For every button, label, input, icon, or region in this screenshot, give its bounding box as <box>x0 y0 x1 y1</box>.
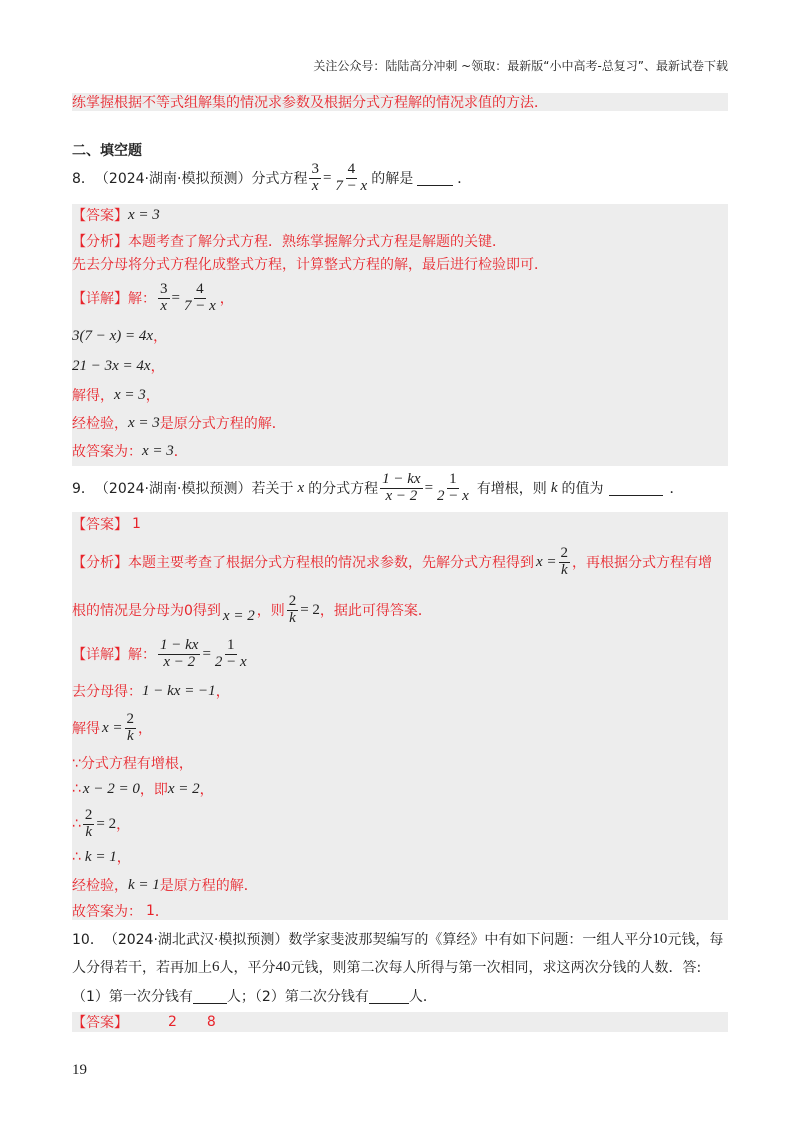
q9-answer <box>72 513 141 535</box>
q8-detail-equation: $\frac{3}{x}$ = $\frac{4}{7 - x}$ <box>160 280 216 314</box>
q9-var-x: x <box>297 479 305 496</box>
q8-answer-tag: 【答案】 <box>72 208 128 224</box>
q8-answer-value: x = 3 <box>128 206 160 223</box>
q8-frac-left: $\frac{3}{x}$ <box>311 160 319 194</box>
q8-step-4: 经检验， x = 3 是原分式方程的解． <box>72 414 286 432</box>
q10-blank-1 <box>193 989 227 1004</box>
page-number: 19 <box>72 1062 87 1078</box>
q9-analysis-frac: $\frac{2}{k}$ <box>560 544 569 578</box>
q9-final: 故答案为： 1 ． <box>72 903 169 920</box>
q8-frac-right: $\frac{4}{7 - x}$ <box>335 160 368 194</box>
q9-frac-left: $\frac{1 - kx}{x - 2}$ <box>382 470 421 504</box>
q10-blank-2 <box>369 989 409 1004</box>
q8-analysis-1 <box>72 230 506 252</box>
q9-number: 9． <box>72 481 95 497</box>
q9-answer-tag: 【答案】 <box>72 517 128 533</box>
q8-stem <box>72 160 471 196</box>
q9-stem: 9． （2024·湖南·模拟预测） 若关于 x 的分式方程 $\frac{1 - kx}{x - 2}$ = $\frac{1}{2 - x}$ 有增根，则 k 的值为 ． <box>72 470 684 504</box>
q9-var-k: k <box>550 479 558 496</box>
q10-answer <box>72 1012 216 1032</box>
q9-step-1-math: 1 − kx = −1 <box>142 682 216 699</box>
q8-analysis-2: 先去分母将分式方程化成整式方程，计算整式方程的解，最后进行检验即可． <box>72 257 548 273</box>
q8-step-2-math: 21 − 3x = 4x <box>72 357 151 374</box>
q9-step-7: 经检验， k = 1 是原方程的解． <box>72 876 258 894</box>
q9-step-6: ∴ k = 1 ， <box>72 848 131 866</box>
q9-source: （2024·湖南·模拟预测） <box>94 481 252 497</box>
q9-detail-tag: 【详解】 <box>72 647 128 663</box>
q9-analysis-1: 【分析】 本题主要考查了根据分式方程根的情况求参数，先解分式方程得到 x = $\frac{2}{k}$ ，再根据分式方程有增 <box>72 544 713 578</box>
q8-step-3-math: x = 3 <box>114 386 146 403</box>
q8-final-math: x = 3 <box>142 442 174 459</box>
q9-frac-right: $\frac{1}{2 - x}$ <box>437 470 469 504</box>
q9-answer-value: 1 <box>132 516 141 532</box>
q9-step-3: ∵分式方程有增根， <box>72 756 193 772</box>
q8-equals: = <box>322 169 332 186</box>
q10-stem-line-1: 10． （2024·湖北武汉·模拟预测） 数学家斐波那契编写的《算经》中有如下问题：一组人平分 10 元钱，每 <box>72 930 724 948</box>
q8-answer <box>72 204 160 226</box>
q9-detail-equation: $\frac{1 - kx}{x - 2}$ = $\frac{1}{2 - x}$ <box>160 636 247 670</box>
q8-answer-blank <box>417 171 453 186</box>
q9-final-value: 1 <box>146 903 155 919</box>
q10-number: 10． <box>72 932 104 948</box>
q9-analysis-frac-2: $\frac{2}{k}$ <box>288 592 297 626</box>
q8-analysis-tag: 【分析】 <box>72 234 128 250</box>
q8-detail-pre: 解： <box>128 291 156 307</box>
q8-final: 故答案为： x = 3 ． <box>72 442 188 460</box>
q9-analysis-2: 根的情况是分母为0得到 x = 2 ，则 $\frac{2}{k}$ = 2 ，据此可得答案． <box>72 592 432 626</box>
q9-step-4: ∴ x − 2 = 0 ，即 x = 2 ， <box>72 780 214 798</box>
q8-step-4-math: x = 3 <box>128 414 160 431</box>
q9-step-5: ∴ $\frac{2}{k}$ = 2 ， <box>72 806 131 840</box>
intro-text: 练掌握根据不等式组解集的情况求参数及根据分式方程解的情况求值的方法． <box>72 95 548 111</box>
q8-detail-tag: 【详解】 <box>72 291 128 307</box>
q8-stem-pre: 分式方程 <box>251 171 308 187</box>
q8-step-3: 解得， x = 3 ， <box>72 386 160 404</box>
q8-analysis-text-1: 本题考查了解分式方程．熟练掌握解分式方程是解题的关键． <box>128 234 506 250</box>
q9-step-5-frac: $\frac{2}{k}$ <box>84 806 93 840</box>
q8-stem-post: 的解是 <box>371 171 414 187</box>
q8-step-1: 3(7 − x) = 4x ， <box>72 327 168 345</box>
q8-detail: 【详解】 解： $\frac{3}{x}$ = $\frac{4}{7 - x}$ ， <box>72 280 234 314</box>
q9-detail: 【详解】 解： $\frac{1 - kx}{x - 2}$ = $\frac{1}{2 - x}$ <box>72 634 251 674</box>
q10-stem-line-3: （1）第一次分钱有 人；（2）第二次分钱有 人． <box>72 989 437 1005</box>
q8-step-1-math: 3(7 − x) = 4x <box>72 327 154 344</box>
q9-step-2-frac: $\frac{2}{k}$ <box>126 710 135 744</box>
q8-step-2: 21 − 3x = 4x ， <box>72 357 165 375</box>
q10-answer-2: 8 <box>206 1014 216 1030</box>
q9-answer-blank <box>609 481 663 496</box>
q10-answer-1: 2 <box>168 1014 177 1030</box>
q10-source: （2024·湖北武汉·模拟预测） <box>103 932 289 948</box>
q9-step-1: 去分母得： 1 − kx = −1 ， <box>72 682 230 700</box>
q9-step-2: 解得 x = $\frac{2}{k}$ ， <box>72 710 153 744</box>
q8-stem-end: ． <box>457 171 472 187</box>
q8-source: （2024·湖南·模拟预测） <box>94 171 252 187</box>
q8-number: 8． <box>72 171 95 187</box>
q9-analysis-tag: 【分析】 <box>72 555 128 571</box>
section-title: 二、填空题 <box>72 143 142 159</box>
q10-answer-tag: 【答案】 <box>72 1015 128 1031</box>
page-header: 关注公众号：陆陆高分冲刺 ~领取：最新版“小中高考-总复习”、最新试卷下载 <box>313 59 728 73</box>
q10-stem-line-2: 人分得若干，若再加上 6 人，平分 40 元钱，则第二次每人所得与第一次相同，求这两次分钱的人数．答: <box>72 958 702 976</box>
